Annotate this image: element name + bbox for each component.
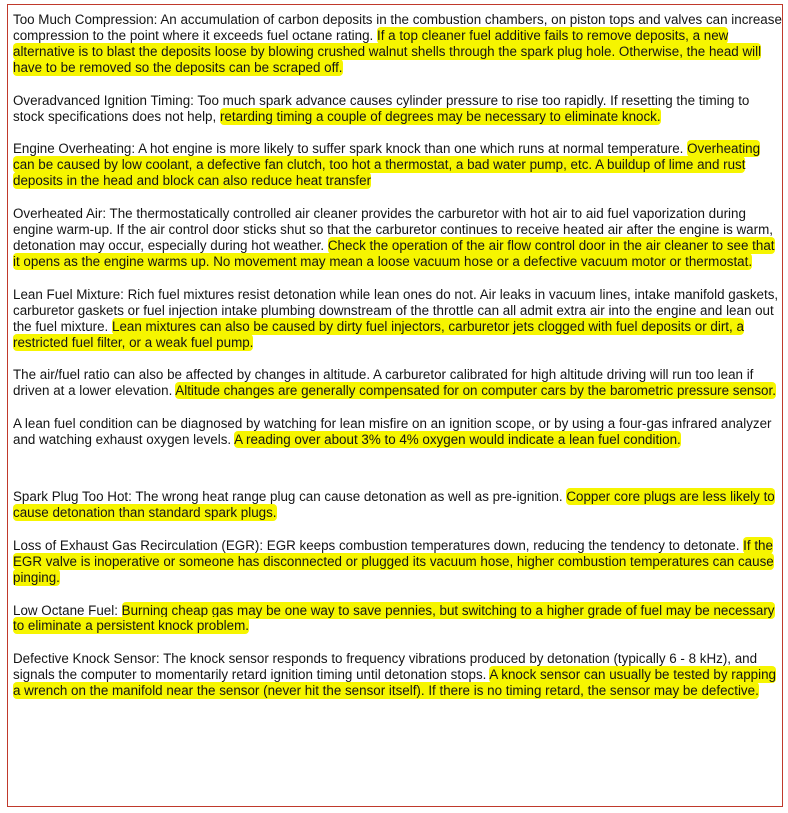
paragraph-text: Lean Fuel Mixture: Rich fuel mixtures resist detonation while lean ones do not. Air leaks in vacuum lines, intake manifold gaskets, carburetor gaskets or fuel injection intake plumbing downstream of the throttle can all admit extra air into the engine and lean out the fuel mixture. xyxy=(13,286,779,334)
paragraph-text: Overheated Air: The thermostatically controlled air cleaner provides the carburetor with hot air to aid fuel vaporization during engine warm-up. If the air control door sticks shut so that the carburetor continues to receive heated air after the engine is warm, detonation may occur, especially during hot weather. xyxy=(13,206,773,253)
highlighted-text: A reading over about 3% to 4% oxygen would indicate a lean fuel condition. xyxy=(234,432,681,448)
highlighted-text: A knock sensor can usually be tested by rapping a wrench on the manifold near the sensor (never hit the sensor itself). If there is no timing retard, the sensor may be defective. xyxy=(13,667,776,699)
paragraph-low-octane-fuel xyxy=(13,603,783,635)
paragraph-lean-fuel-mixture xyxy=(13,287,783,351)
highlighted-text: Lean mixtures can also be caused by dirty fuel injectors, carburetor jets clogged with fuel deposits or dirt, a restricted fuel filter, or a weak fuel pump. xyxy=(13,318,744,350)
paragraph-engine-overheating xyxy=(13,141,783,189)
paragraph-text: A lean fuel condition can be diagnosed by watching for lean misfire on an ignition scope, or by using a four-gas infrared analyzer and watching exhaust oxygen levels. xyxy=(13,416,772,448)
paragraph-text: Defective Knock Sensor: The knock sensor responds to frequency vibrations produced by detonation (typically 6 - 8 kHz), and signals the computer to momentarily retard ignition timing until detonation stops. xyxy=(13,651,758,683)
highlighted-text: Burning cheap gas may be one way to save pennies, but switching to a higher grade of fuel may be necessary to eliminate a persistent knock problem. xyxy=(13,602,775,634)
paragraph-spark-plug-too-hot xyxy=(13,489,783,521)
highlighted-text: If the EGR valve is inoperative or someone has disconnected or plugged its vacuum hose, higher combustion temperatures can cause pinging. xyxy=(13,537,774,585)
paragraph-overadvanced-ignition-timing xyxy=(13,93,783,125)
paragraph-lean-fuel-condition xyxy=(13,416,783,448)
paragraph-text: The air/fuel ratio can also be affected by changes in altitude. A carburetor calibrated for high altitude driving will run too lean if driven at a lower elevation. xyxy=(13,367,754,399)
paragraph-text: Overadvanced Ignition Timing: Too much spark advance causes cylinder pressure to rise too rapidly. If resetting the timing to stock specifications does not help, xyxy=(13,92,750,124)
paragraph-overheated-air xyxy=(13,206,783,270)
highlighted-text: retarding timing a couple of degrees may be necessary to eliminate knock. xyxy=(219,108,661,124)
highlighted-text: Copper core plugs are less likely to cause detonation than standard spark plugs. xyxy=(13,489,775,520)
paragraph-text: Engine Overheating: A hot engine is more likely to suffer spark knock than one which runs at normal temperature. xyxy=(13,141,688,157)
paragraph-air-fuel-ratio-altitude xyxy=(13,367,783,399)
highlighted-text: Overheating can be caused by low coolant, a defective fan clutch, too hot a thermostat, a bad water pump, etc. A buildup of lime and rust deposits in the head and block can also reduce heat transfer xyxy=(13,141,761,189)
document-page xyxy=(7,4,783,807)
paragraph-too-much-compression xyxy=(13,12,783,76)
paragraph-defective-knock-sensor xyxy=(13,651,783,699)
highlighted-text: If a top cleaner fuel additive fails to remove deposits, a new alternative is to blast the deposits loose by blowing crushed walnut shells through the spark plug hole. Otherwise, the head will have to be removed so the deposits can be scraped off. xyxy=(13,27,762,75)
paragraph-text: Too Much Compression: An accumulation of carbon deposits in the combustion chambers, on piston tops and valves can increase compression to the point where it exceeds fuel octane rating. xyxy=(13,12,782,43)
paragraph-text: Low Octane Fuel: xyxy=(13,602,122,618)
document-body xyxy=(13,12,783,716)
paragraph-text: Spark Plug Too Hot: The wrong heat range plug can cause detonation as well as pre-ignition. xyxy=(13,489,567,505)
paragraph-loss-of-egr xyxy=(13,538,783,586)
paragraph-text: Loss of Exhaust Gas Recirculation (EGR): EGR keeps combustion temperatures down, reducing the tendency to detonate. xyxy=(13,537,744,553)
highlighted-text: Check the operation of the air flow control door in the air cleaner to see that it opens as the engine warms up. No movement may mean a loose vacuum hose or a defective vacuum motor or thermostat. xyxy=(13,237,775,269)
highlighted-text: Altitude changes are generally compensated for on computer cars by the barometric pressure sensor. xyxy=(175,383,776,399)
